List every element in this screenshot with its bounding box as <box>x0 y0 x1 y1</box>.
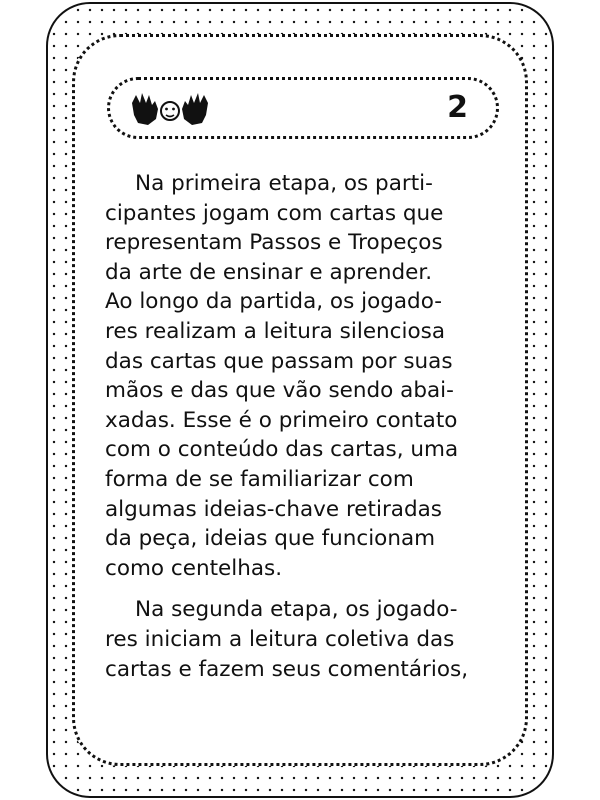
text-line: res realizam a leitura silenciosa <box>105 318 446 344</box>
text-line: Na segunda etapa, os jogado- <box>135 597 458 623</box>
text-line: algumas ideias-chave retiradas <box>105 496 442 522</box>
card-number: 2 <box>447 90 468 125</box>
card <box>46 2 554 798</box>
text-line: xadas. Esse é o primeiro contato <box>105 407 458 433</box>
text-line: das cartas que passam por suas <box>105 348 453 374</box>
text-line: cartas e fazem seus comentários, <box>105 656 469 682</box>
text-line: representam Passos e Tropeços <box>105 230 443 256</box>
card-body-text <box>105 169 485 696</box>
text-line: Na primeira etapa, os parti- <box>135 171 433 196</box>
text-line: Ao longo da partida, os jogado- <box>105 289 443 315</box>
paragraph-2 <box>105 595 485 684</box>
text-line: com o conteúdo das cartas, uma <box>105 437 459 463</box>
card-header <box>107 77 499 139</box>
text-line: da arte de ensinar e aprender. <box>105 259 433 285</box>
text-line: forma de se familiarizar com <box>105 466 414 492</box>
text-line: mãos e das que vão sendo abai- <box>105 378 454 404</box>
hands-icon <box>128 89 212 129</box>
text-line: como centelhas. <box>105 555 283 581</box>
text-line: da peça, ideias que funcionam <box>105 526 436 552</box>
text-line: res iniciam a leitura coletiva das <box>105 626 455 652</box>
paragraph-1 <box>105 169 485 583</box>
text-line: cipantes jogam com cartas que <box>105 200 444 226</box>
card-inner-panel <box>72 34 528 766</box>
